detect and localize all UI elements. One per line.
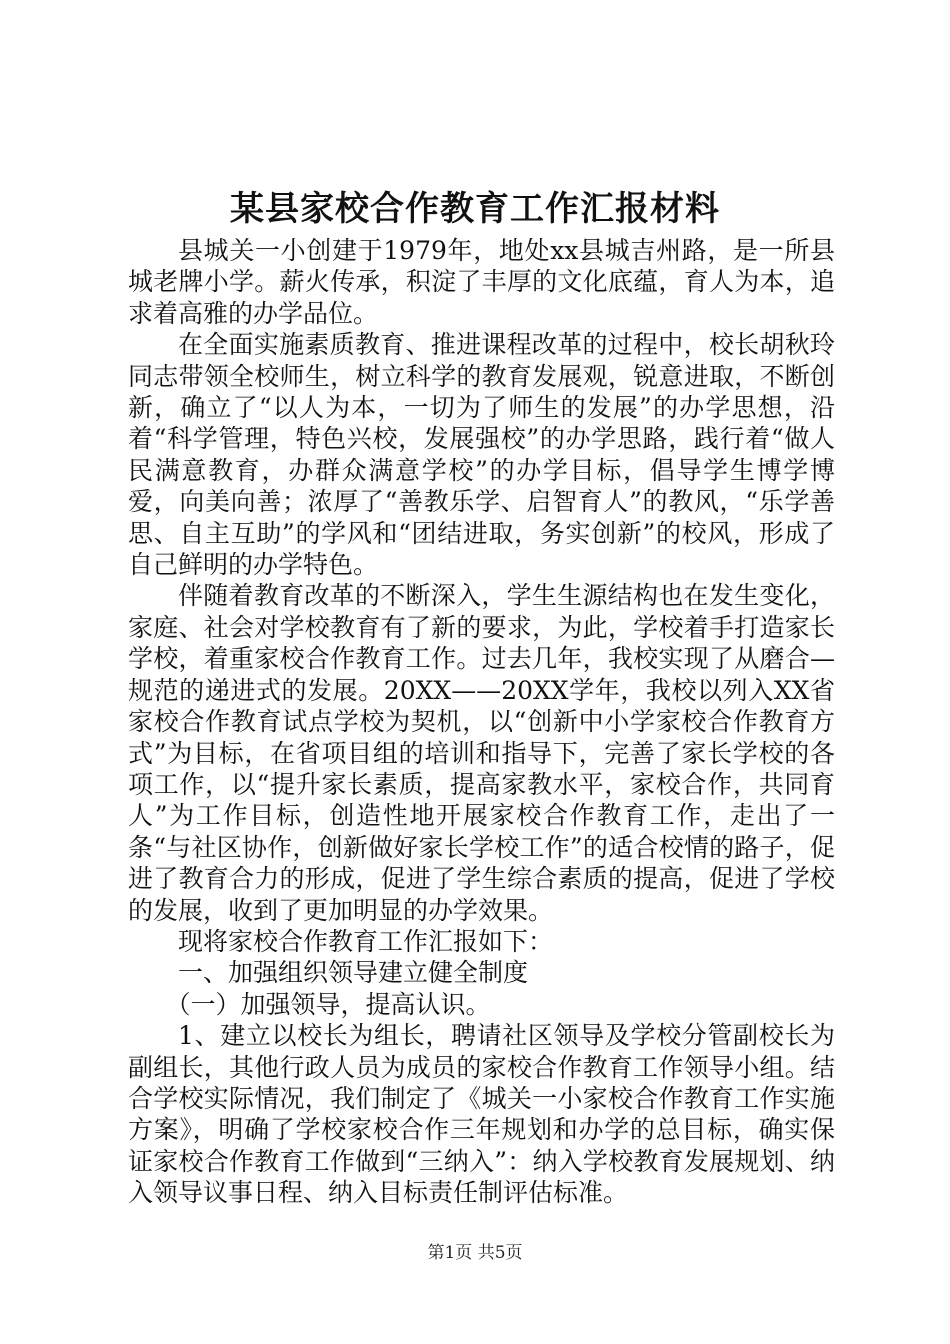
paragraph-report-intro: 现将家校合作教育工作汇报如下： <box>178 926 554 956</box>
section-heading-1: 一、加强组织领导建立健全制度 <box>178 958 529 988</box>
page-footer: 第1页 共5页 <box>427 1243 523 1263</box>
document-title: 某县家校合作教育工作汇报材料 <box>230 189 720 229</box>
paragraph-philosophy: 在全面实施素质教育、推进课程改革的过程中，校长胡秋玲同志带领全校师生，树立科学的教育发展观，锐意进取，不断创新，确立了“以人为本，一切为了师生的发展”的办学思想，沿着“科学管理，特色兴校，发展强校”的办学思路，践行着“做人民满意教育，办群众满意学校”的办学目标，倡导学生博学博爱，向美向善；浓厚了“善教乐学、启智育人”的教风，“乐学善思、自主互助”的学风和“团结进取，务实创新”的校风，形成了自己鲜明的办学特色。 <box>128 330 835 580</box>
document-body <box>128 235 835 1209</box>
subsection-heading-1: （一）加强领导，提高认识。 <box>165 989 491 1019</box>
paragraph-intro: 县城关一小创建于1979年，地处xx县城吉州路，是一所县城老牌小学。薪火传承，积淀了丰厚的文化底蕴，育人为本，追求着高雅的办学品位。 <box>128 236 835 328</box>
paragraph-item-1: 1、建立以校长为组长，聘请社区领导及学校分管副校长为副组长，其他行政人员为成员的家校合作教育工作领导小组。结合学校实际情况，我们制定了《城关一小家校合作教育工作实施方案》，明确了学校家校合作三年规划和办学的总目标，确实保证家校合作教育工作做到“三纳入”：纳入学校教育发展规划、纳入领导议事日程、纳入目标责任制评估标准。 <box>128 1021 835 1208</box>
paragraph-development: 伴随着教育改革的不断深入，学生生源结构也在发生变化，家庭、社会对学校教育有了新的要求，为此，学校着手打造家长学校，着重家校合作教育工作。过去几年，我校实现了从磨合—规范的递进式的发展。20XX——20XX学年，我校以列入XX省家校合作教育试点学校为契机，以“创新中小学家校合作教育方式”为目标，在省项目组的培训和指导下，完善了家长学校的各项工作，以“提升家长素质，提高家教水平，家校合作，共同育人”为工作目标，创造性地开展家校合作教育工作，走出了一条“与社区协作，创新做好家长学校工作”的适合校情的路子，促进了教育合力的形成，促进了学生综合素质的提高，促进了学校的发展，收到了更加明显的办学效果。 <box>128 581 835 925</box>
